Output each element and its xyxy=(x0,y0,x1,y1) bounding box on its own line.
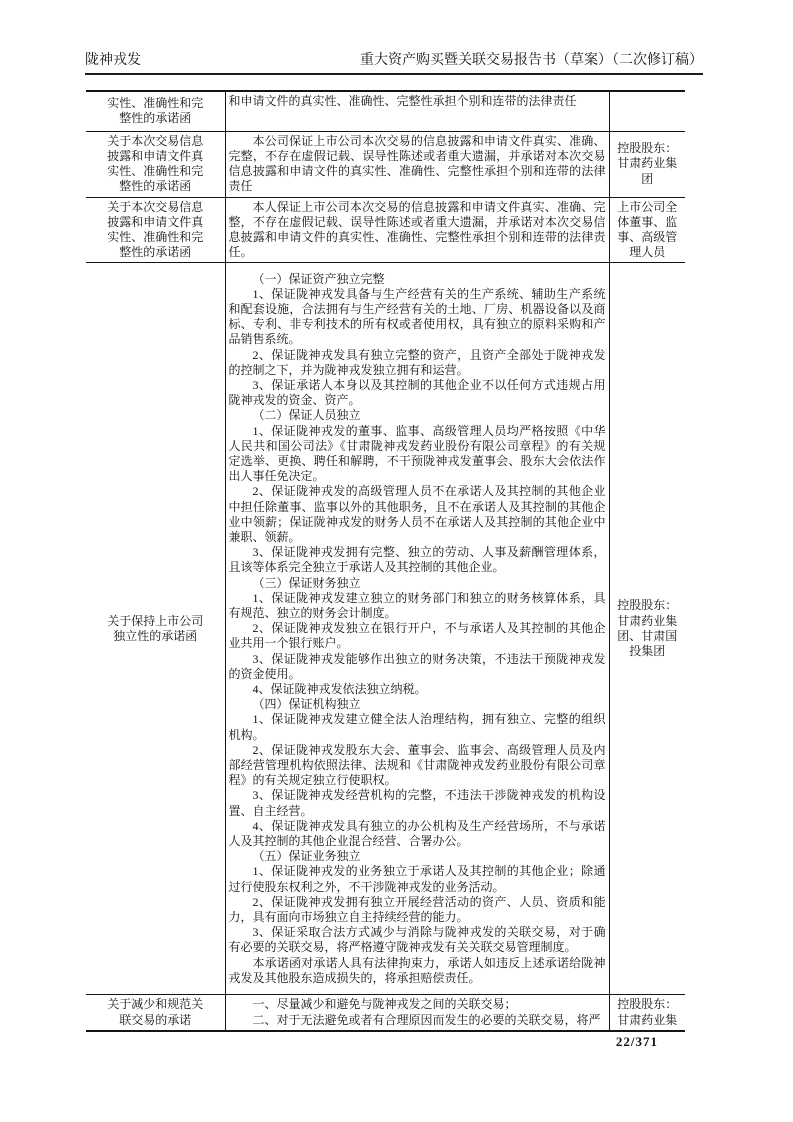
commitment-name-cell: 关于保持上市公司独立性的承诺函 xyxy=(86,263,225,995)
commitment-name-cell: 关于减少和规范关联交易的承诺 xyxy=(86,995,225,1031)
commitment-content-cell: （一）保证资产独立完整 1、保证陇神戎发具备与生产经营有关的生产系统、辅助生产系统和配套设施，合法拥有与生产经营有关的土地、厂房、机器设备以及商标、专利、非专利技术的所有权或者使用权，具有独立的原料采购和产品销售系统。 2、保证陇神戎发具有独立完整的资产，且资产全部处于陇神戎发的控制之下，并为陇神戎发独立拥有和运营。 3、保证承诺人本身以及其控制的其他企业不以任何方式违规占用陇神戎发的资金、资产。 （二）保证人员独立 1、保证陇神戎发的董事、监事、高级管理人员均严格按照《中华人民共和国公司法》《甘肃陇神戎发药业股份有限公司章程》的有关规定选举、更换、聘任和解聘，不干预陇神戎发董事会、股东大会依法作出人事任免决定。 2、保证陇神戎发的高级管理人员不在承诺人及其控制的其他企业中担任除董事、监事以外的其他职务，且不在承诺人及其控制的其他企业中领薪；保证陇神戎发的财务人员不在承诺人及其控制的其他企业中兼职、领薪。 3、保证陇神戎发拥有完整、独立的劳动、人事及薪酬管理体系，且该等体系完全独立于承诺人及其控制的其他企业。 （三）保证财务独立 1、保证陇神戎发建立独立的财务部门和独立的财务核算体系，具有规范、独立的财务会计制度。 2、保证陇神戎发独立在银行开户，不与承诺人及其控制的其他企业共用一个银行账户。 3、保证陇神戎发能够作出独立的财务决策，不违法干预陇神戎发的资金使用。 4、保证陇神戎发依法独立纳税。 （四）保证机构独立 1、保证陇神戎发建立健全法人治理结构，拥有独立、完整的组织机构。 2、保证陇神戎发股东大会、董事会、监事会、高级管理人员及内部经营管理机构依照法律、法规和《甘肃陇神戎发药业股份有限公司章程》的有关规定独立行使职权。 3、保证陇神戎发经营机构的完整，不违法干涉陇神戎发的机构设置、自主经营。 4、保证陇神戎发具有独立的办公机构及生产经营场所，不与承诺人及其控制的其他企业混合经营、合署办公。 （五）保证业务独立 1、保证陇神戎发的业务独立于承诺人及其控制的其他企业；除通过行使股东权利之外，不干涉陇神戎发的业务活动。 2、保证陇神戎发拥有独立开展经营活动的资产、人员、资质和能力，具有面向市场独立自主持续经营的能力。 3、保证采取合法方式减少与消除与陇神戎发的关联交易，对于确有必要的关联交易，将严格遵守陇神戎发有关关联交易管理制度。 本承诺函对承诺人具有法律拘束力，承诺人如违反上述承诺给陇神戎发及其他股东造成损失的，将承担赔偿责任。 xyxy=(225,263,609,995)
commitments-table xyxy=(86,90,685,1032)
table-row xyxy=(86,263,685,995)
table-row xyxy=(86,131,685,197)
page-header xyxy=(85,52,703,75)
commitment-content-cell: 本公司保证上市公司本次交易的信息披露和申请文件真实、准确、完整，不存在虚假记载、误导性陈述或者重大遗漏，并承诺对本次交易信息披露和申请文件的真实性、准确性、完整性承担个别和连带的法律责任 xyxy=(225,131,609,197)
commitment-party-cell: 控股股东：甘肃药业集团、甘肃国投集团 xyxy=(609,263,685,995)
commitment-party-cell: 控股股东：甘肃药业集 xyxy=(609,995,685,1031)
table-row xyxy=(86,995,685,1031)
table-row xyxy=(86,91,685,131)
page-number: 22/371 xyxy=(615,1034,658,1049)
commitment-party-cell xyxy=(609,91,685,131)
commitment-name-cell: 关于本次交易信息披露和申请文件真实性、准确性和完整性的承诺函 xyxy=(86,131,225,197)
table-row xyxy=(86,197,685,263)
commitment-content-cell: 和申请文件的真实性、准确性、完整性承担个别和连带的法律责任 xyxy=(225,91,609,131)
commitment-content-cell: 本人保证上市公司本次交易的信息披露和申请文件真实、准确、完整，不存在虚假记载、误导性陈述或者重大遗漏，并承诺对本次交易信息披露和申请文件的真实性、准确性、完整性承担个别和连带的法律责任。 xyxy=(225,197,609,263)
commitment-name-cell: 实性、准确性和完整性的承诺函 xyxy=(86,91,225,131)
commitment-party-cell: 控股股东：甘肃药业集团 xyxy=(609,131,685,197)
report-title: 重大资产购买暨关联交易报告书（草案）（二次修订稿） xyxy=(360,53,703,68)
commitment-name-cell: 关于本次交易信息披露和申请文件真实性、准确性和完整性的承诺函 xyxy=(86,197,225,263)
company-name: 陇神戎发 xyxy=(85,53,141,68)
commitment-party-cell: 上市公司全体董事、监事、高级管理人员 xyxy=(609,197,685,263)
commitment-content-cell: 一、尽量减少和避免与陇神戎发之间的关联交易； 二、对于无法避免或者有合理原因而发生的必要的关联交易，将严 xyxy=(225,995,609,1031)
